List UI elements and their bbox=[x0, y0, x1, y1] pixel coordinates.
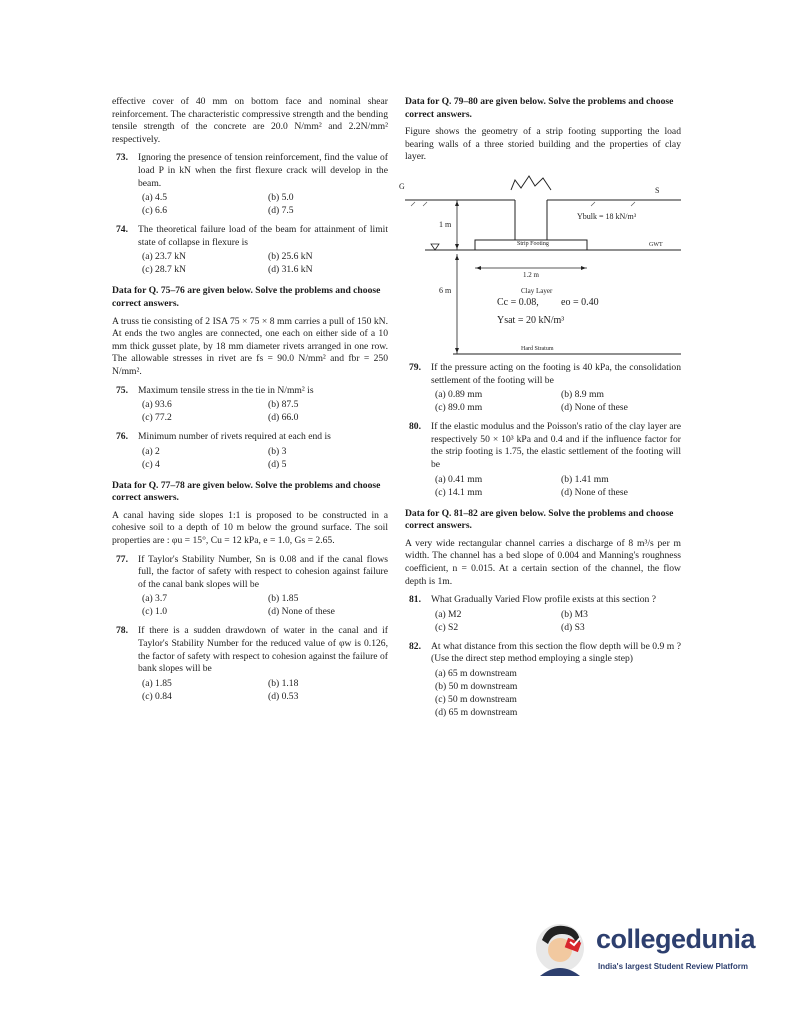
label-ysat: Ysat = 20 kN/m³ bbox=[497, 314, 565, 326]
question-number: 81. bbox=[409, 594, 421, 606]
mascot-icon bbox=[530, 918, 592, 980]
option-c: (c) 0.84 bbox=[142, 690, 172, 702]
question-text: At what distance from this section the flow depth will be 0.9 m ? (Use the direct step method employing a single step) bbox=[431, 640, 681, 665]
footing-diagram bbox=[405, 168, 681, 356]
question-text: What Gradually Varied Flow profile exists at this section ? bbox=[431, 594, 656, 606]
question-number: 79. bbox=[409, 361, 421, 373]
option-b: (b) 87.5 bbox=[268, 399, 299, 411]
question-text: If Taylor's Stability Number, Sn is 0.08 and if the canal flows full, the factor of safety with respect to cohesion against failure of the canal bank slopes will be bbox=[138, 553, 388, 590]
options bbox=[431, 668, 681, 720]
question-number: 75. bbox=[116, 384, 128, 396]
question-number: 78. bbox=[116, 625, 128, 637]
option-d: (d) 66.0 bbox=[268, 412, 299, 424]
question-text: If the pressure acting on the footing is 40 kPa, the consolidation settlement of the footing will be bbox=[431, 361, 681, 386]
right-column bbox=[399, 96, 681, 720]
question-80 bbox=[405, 421, 681, 499]
question-78 bbox=[112, 625, 388, 703]
data-text-75-76: A truss tie consisting of 2 ISA 75 × 75 × 8 mm carries a pull of 150 kN. At ends the two angles are connected, one each on either side of a 10 mm thick gusset plate, by 18 mm diameter rivets arranged in one row. The allowable stresses in rivet are fs = 90.0 N/mm² and fbr = 250 N/mm². bbox=[112, 315, 388, 377]
data-heading-75-76: Data for Q. 75–76 are given below. Solve the problems and choose correct answers. bbox=[112, 285, 381, 309]
option-c: (c) 14.1 mm bbox=[435, 486, 483, 498]
question-number: 82. bbox=[409, 640, 421, 652]
option-b: (b) 25.6 kN bbox=[268, 251, 313, 263]
question-81 bbox=[405, 594, 681, 635]
option-a: (a) 0.41 mm bbox=[435, 473, 483, 485]
data-heading-79-80: Data for Q. 79–80 are given below. Solve the problems and choose correct answers. bbox=[405, 96, 674, 120]
label-ybulk: Ybulk = 18 kN/m³ bbox=[577, 211, 637, 221]
option-c: (c) 28.7 kN bbox=[142, 264, 186, 276]
question-number: 76. bbox=[116, 431, 128, 443]
label-g: G bbox=[399, 181, 405, 191]
left-column bbox=[112, 96, 388, 704]
option-a: (a) 1.85 bbox=[142, 677, 172, 689]
option-c: (c) S2 bbox=[435, 621, 459, 633]
option-a: (a) 0.89 mm bbox=[435, 389, 483, 401]
question-73 bbox=[112, 152, 388, 218]
label-6m: 6 m bbox=[439, 285, 452, 295]
option-c: (c) 77.2 bbox=[142, 412, 172, 424]
option-a: (a) 4.5 bbox=[142, 192, 168, 204]
option-b: (b) 3 bbox=[268, 445, 287, 457]
brand-name: collegedunia bbox=[596, 924, 756, 954]
option-d: (d) None of these bbox=[561, 486, 628, 498]
option-a: (a) 23.7 kN bbox=[142, 251, 186, 263]
question-77 bbox=[112, 554, 388, 620]
option-a: (a) 2 bbox=[142, 445, 160, 457]
question-text: Maximum tensile stress in the tie in N/mm² is bbox=[138, 384, 314, 396]
option-b: (b) 1.41 mm bbox=[561, 473, 609, 485]
option-d: (d) 0.53 bbox=[268, 690, 299, 702]
label-cc: Cc = 0.08, bbox=[497, 296, 539, 308]
label-gwt: GWT bbox=[649, 241, 663, 248]
options bbox=[431, 474, 681, 500]
option-a: (a) 93.6 bbox=[142, 399, 172, 411]
options bbox=[138, 399, 388, 425]
options bbox=[431, 609, 681, 635]
question-text: If the elastic modulus and the Poisson's ratio of the clay layer are respectively 50 × 10³ kPa and 0.4 and if the influence factor for the strip footing is 1.75, the elastic settlement of the footing will be bbox=[431, 421, 681, 470]
option-b: (b) 1.18 bbox=[268, 677, 299, 689]
data-heading-81-82: Data for Q. 81–82 are given below. Solve the problems and choose correct answers. bbox=[405, 507, 674, 532]
label-eo: eo = 0.40 bbox=[561, 296, 599, 308]
option-c: (c) 4 bbox=[142, 458, 160, 470]
option-b: (b) 1.85 bbox=[268, 593, 299, 605]
question-79 bbox=[405, 362, 681, 415]
label-clay-layer: Clay Layer bbox=[521, 286, 553, 295]
option-d: (d) 31.6 kN bbox=[268, 264, 313, 276]
option-c: (c) 89.0 mm bbox=[435, 402, 483, 414]
strip-footing-figure bbox=[399, 168, 681, 356]
option-b: (b) 5.0 bbox=[268, 192, 294, 204]
option-b: (b) 8.9 mm bbox=[561, 389, 604, 401]
option-d: (d) None of these bbox=[268, 606, 335, 618]
brand-tagline: India's largest Student Review Platform bbox=[598, 962, 748, 971]
option-a: (a) 3.7 bbox=[142, 593, 168, 605]
option-a: (a) M2 bbox=[435, 608, 462, 620]
option-d: (d) 5 bbox=[268, 458, 287, 470]
question-text: If there is a sudden drawdown of water in the canal and if Taylor's Stability Number for the reduced value of φw is 0.126, the factor of safety with respect to cohesion against the failure of bank slopes will be bbox=[138, 625, 388, 675]
options bbox=[138, 192, 388, 218]
label-width: 1.2 m bbox=[523, 270, 539, 279]
question-number: 73. bbox=[116, 152, 128, 164]
label-1m: 1 m bbox=[439, 219, 452, 229]
option-a: (a) 65 m downstream bbox=[435, 667, 517, 679]
options bbox=[138, 678, 388, 704]
option-c: (c) 6.6 bbox=[142, 205, 168, 217]
options bbox=[431, 389, 681, 415]
option-b: (b) 50 m downstream bbox=[435, 680, 518, 692]
question-75 bbox=[112, 385, 388, 426]
label-s: S bbox=[655, 185, 660, 195]
option-b: (b) M3 bbox=[561, 608, 588, 620]
question-number: 80. bbox=[409, 421, 421, 433]
data-text-81-82: A very wide rectangular channel carries a discharge of 8 m³/s per m width. The channel has a bed slope of 0.004 and Manning's roughness coefficient, n = 0.015. At a certain section of the channel, the flow depth is 1m. bbox=[405, 537, 681, 587]
question-number: 77. bbox=[116, 553, 128, 565]
question-text: The theoretical failure load of the beam for attainment of limit state of collapse in flexure is bbox=[138, 224, 388, 248]
option-c: (c) 1.0 bbox=[142, 606, 168, 618]
option-d: (d) 65 m downstream bbox=[435, 706, 518, 718]
question-text: Ignoring the presence of tension reinforcement, find the value of load P in kN when the first flexure crack will develop in the beam. bbox=[138, 152, 388, 189]
option-c: (c) 50 m downstream bbox=[435, 693, 517, 705]
question-number: 74. bbox=[116, 224, 128, 236]
data-text-77-78: A canal having side slopes 1:1 is proposed to be constructed in a cohesive soil to a depth of 10 m below the ground surface. The soil properties are : φu = 15°, Cu = 12 kPa, e = 1.0, Gs = 2.65. bbox=[112, 509, 388, 547]
option-d: (d) S3 bbox=[561, 621, 585, 633]
options bbox=[138, 251, 388, 277]
label-hard-stratum: Hard Stratum bbox=[521, 345, 554, 352]
question-text: Minimum number of rivets required at each end is bbox=[138, 431, 331, 443]
option-d: (d) None of these bbox=[561, 402, 628, 414]
question-76 bbox=[112, 431, 388, 472]
options bbox=[138, 593, 388, 619]
intro-text: effective cover of 40 mm on bottom face and nominal shear reinforcement. The characteristic compressive strength and the bending tensile strength of the concrete are 20.0 N/mm² and 2.2N/mm² respectively. bbox=[112, 96, 388, 145]
options bbox=[138, 446, 388, 472]
collegedunia-logo bbox=[530, 918, 770, 998]
data-heading-77-78: Data for Q. 77–78 are given below. Solve the problems and choose correct answers. bbox=[112, 479, 381, 504]
data-text-79-80: Figure shows the geometry of a strip footing supporting the load bearing walls of a three storied building and the properties of clay layer. bbox=[405, 126, 681, 163]
question-74 bbox=[112, 224, 388, 277]
question-82 bbox=[405, 641, 681, 720]
option-d: (d) 7.5 bbox=[268, 205, 294, 217]
label-strip-footing: Strip Footing bbox=[517, 240, 549, 247]
